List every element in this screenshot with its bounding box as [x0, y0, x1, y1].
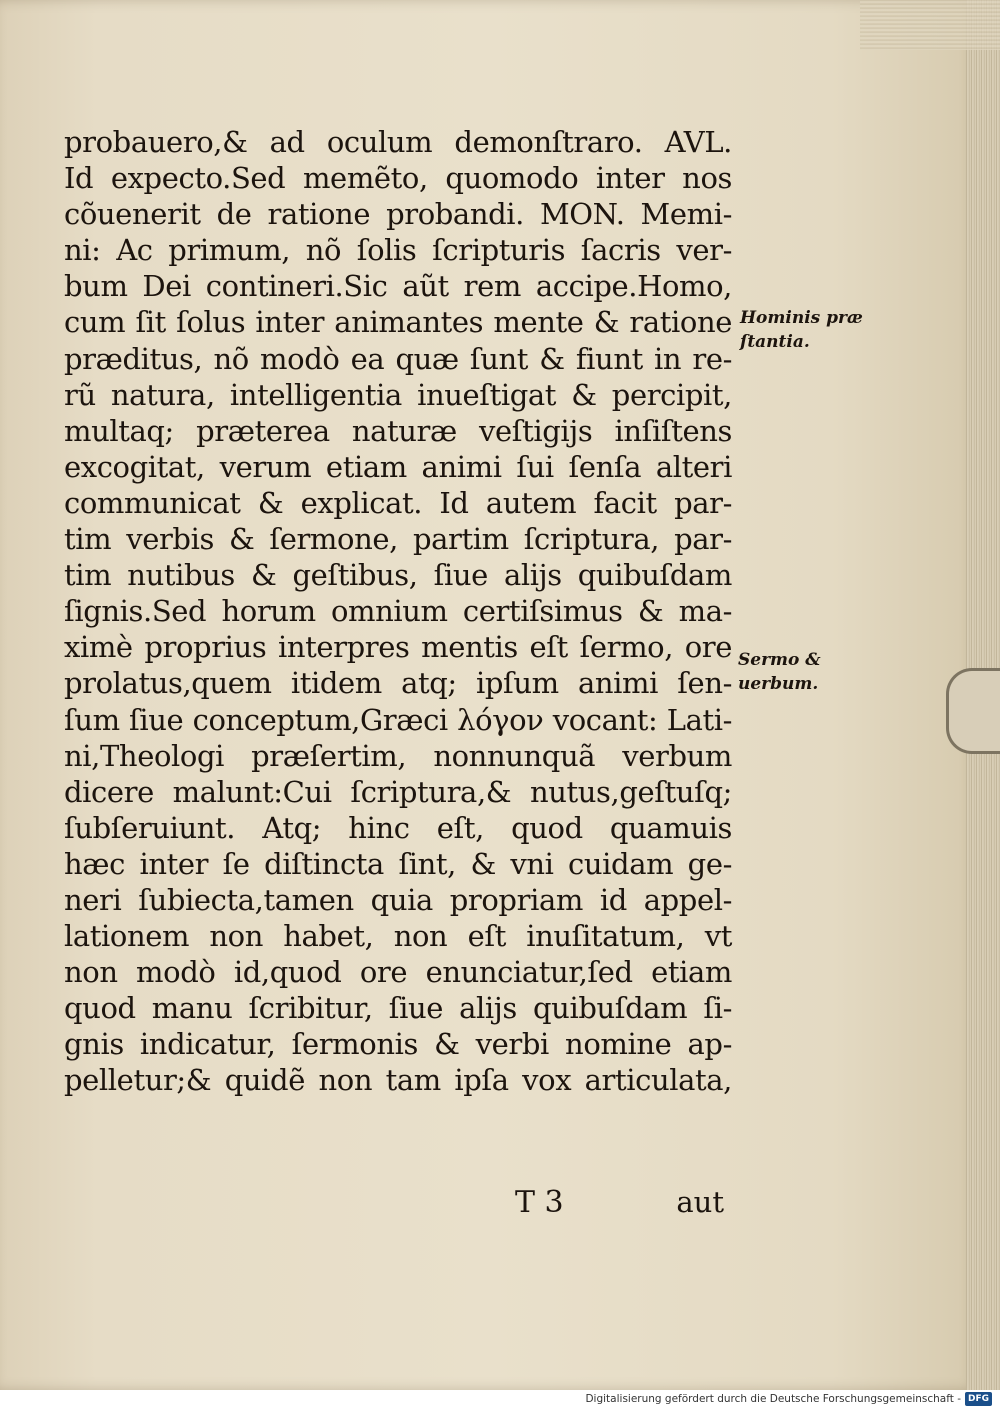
text-line: prolatus,quem itidem atq; ipſum animi ſen-	[64, 666, 732, 701]
text-line: dicere malunt:Cui ſcriptura,& nutus,geſtuſq;	[64, 774, 732, 809]
text-line: ni,Theologi præſertim, nonnunquã verbum	[64, 738, 732, 773]
text-line: cõuenerit de ratione probandi. MON. Memi-	[64, 197, 732, 232]
signature-mark: T 3	[515, 1185, 564, 1220]
catchword: aut	[676, 1185, 724, 1219]
dfg-logo-icon: DFG	[965, 1392, 992, 1406]
page-clip	[946, 668, 1000, 754]
page-catchline	[300, 1185, 724, 1225]
margin-note-line: Sermo &	[738, 650, 821, 670]
text-line: ſubſeruiunt. Atq; hinc eſt, quod quamuis	[64, 810, 732, 845]
text-line: ximè proprius interpres mentis eſt ſermo, ore	[64, 630, 732, 665]
text-line: Id expecto.Sed memẽto, quomodo inter nos	[64, 161, 732, 196]
text-line: excogitat, verum etiam animi ſui ſenſa alteri	[64, 449, 732, 484]
text-line: communicat & explicat. Id autem facit par-	[64, 485, 732, 520]
text-line: quod manu ſcribitur, ſiue alijs quibuſdam ſi-	[64, 991, 732, 1026]
text-line: tim nutibus & geſtibus, ſiue alijs quibuſdam	[64, 558, 732, 593]
text-line: pelletur;& quidẽ non tam ipſa vox articulata,	[64, 1063, 732, 1098]
text-line: rũ natura, intelligentia inueſtigat & percipit,	[64, 377, 732, 412]
funding-credit	[585, 1392, 992, 1406]
top-page-edges	[860, 0, 1000, 50]
text-line: hæc inter ſe diſtincta ſint, & vni cuidam ge-	[64, 846, 732, 881]
text-line: ſignis.Sed horum omnium certiſsimus & ma-	[64, 594, 732, 629]
text-line: ni: Ac primum, nõ ſolis ſcripturis ſacris ver-	[64, 233, 732, 268]
credit-text: Digitalisierung gefördert durch die Deutsche Forschungsgemeinschaft -	[585, 1393, 961, 1405]
margin-note-hominis-praestantia	[740, 306, 863, 354]
text-line: bum Dei contineri.Sic aũt rem accipe.Homo,	[64, 269, 732, 304]
text-line: non modò id,quod ore enunciatur,ſed etiam	[64, 955, 732, 990]
text-line: multaq; præterea naturæ veſtigijs inſiſtens	[64, 413, 732, 448]
body-text	[64, 124, 732, 1099]
text-line: probauero,& ad oculum demonſtraro. AVL.	[64, 125, 732, 159]
margin-note-line: ſtantia.	[740, 332, 810, 352]
text-line: præditus, nõ modò ea quæ ſunt & fiunt in re-	[64, 341, 732, 376]
text-line: lationem non habet, non eſt inuſitatum, vt	[64, 919, 732, 954]
text-line: cum ſit ſolus inter animantes mente & ratione	[64, 305, 732, 340]
margin-note-sermo-verbum	[738, 648, 821, 696]
text-line: gnis indicatur, ſermonis & verbi nomine ap-	[64, 1027, 732, 1062]
margin-note-line: uerbum.	[738, 674, 819, 694]
text-line: neri ſubiecta,tamen quia propriam id appel-	[64, 882, 732, 917]
text-line: tim verbis & ſermone, partim ſcriptura, par-	[64, 522, 732, 557]
margin-note-line: Hominis præ	[740, 308, 863, 328]
text-line: ſum ſiue conceptum,Græci λόγον vocant: Lati-	[64, 702, 732, 737]
footer-bar	[0, 1390, 1000, 1410]
